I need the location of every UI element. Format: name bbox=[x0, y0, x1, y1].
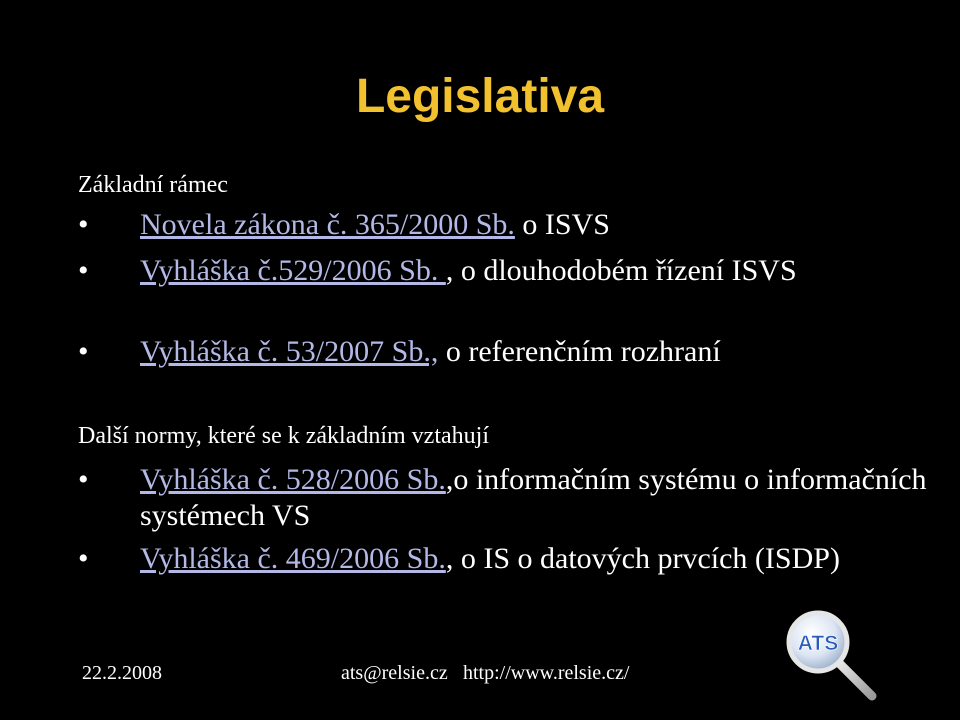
list-item-description: , o IS o datových prvcích (ISDP) bbox=[445, 542, 840, 575]
list-item-text bbox=[140, 334, 940, 370]
footer-date: 22.2.2008 bbox=[82, 662, 162, 684]
bullet-icon: • bbox=[78, 208, 89, 241]
footer-url: http://www.relsie.cz/ bbox=[463, 662, 630, 684]
slide-title: Legislativa bbox=[355, 70, 605, 123]
list-item-text bbox=[140, 462, 940, 534]
list-item-text bbox=[140, 207, 940, 243]
section-heading-framework: Základní rámec bbox=[78, 172, 228, 198]
list-item-text bbox=[140, 253, 940, 289]
list-item-text bbox=[140, 541, 940, 577]
logo-text: ATS bbox=[797, 632, 839, 655]
law-link[interactable]: Vyhláška č. 469/2006 Sb. bbox=[140, 542, 446, 575]
law-link[interactable]: Vyhláška č. 53/2007 Sb., bbox=[140, 335, 439, 368]
list-item-description: o referenčním rozhraní bbox=[438, 335, 721, 368]
law-link[interactable]: Vyhláška č. 528/2006 Sb. bbox=[140, 463, 446, 496]
list-item-description: ,o informačním systému o informačních systémech VS bbox=[140, 463, 927, 532]
bullet-icon: • bbox=[78, 254, 89, 287]
list-item-description: o ISVS bbox=[514, 208, 610, 241]
footer-email: ats@relsie.cz bbox=[341, 662, 448, 684]
section-heading-other-norms: Další normy, které se k základním vztahují bbox=[78, 423, 489, 449]
list-item-description: , o dlouhodobém řízení ISVS bbox=[445, 254, 797, 287]
law-link[interactable]: Vyhláška č.529/2006 Sb. bbox=[140, 254, 446, 287]
bullet-icon: • bbox=[78, 542, 89, 575]
magnifier-logo-icon bbox=[782, 606, 882, 706]
law-link[interactable]: Novela zákona č. 365/2000 Sb. bbox=[140, 208, 515, 241]
bullet-icon: • bbox=[78, 335, 89, 368]
bullet-icon: • bbox=[78, 463, 89, 496]
